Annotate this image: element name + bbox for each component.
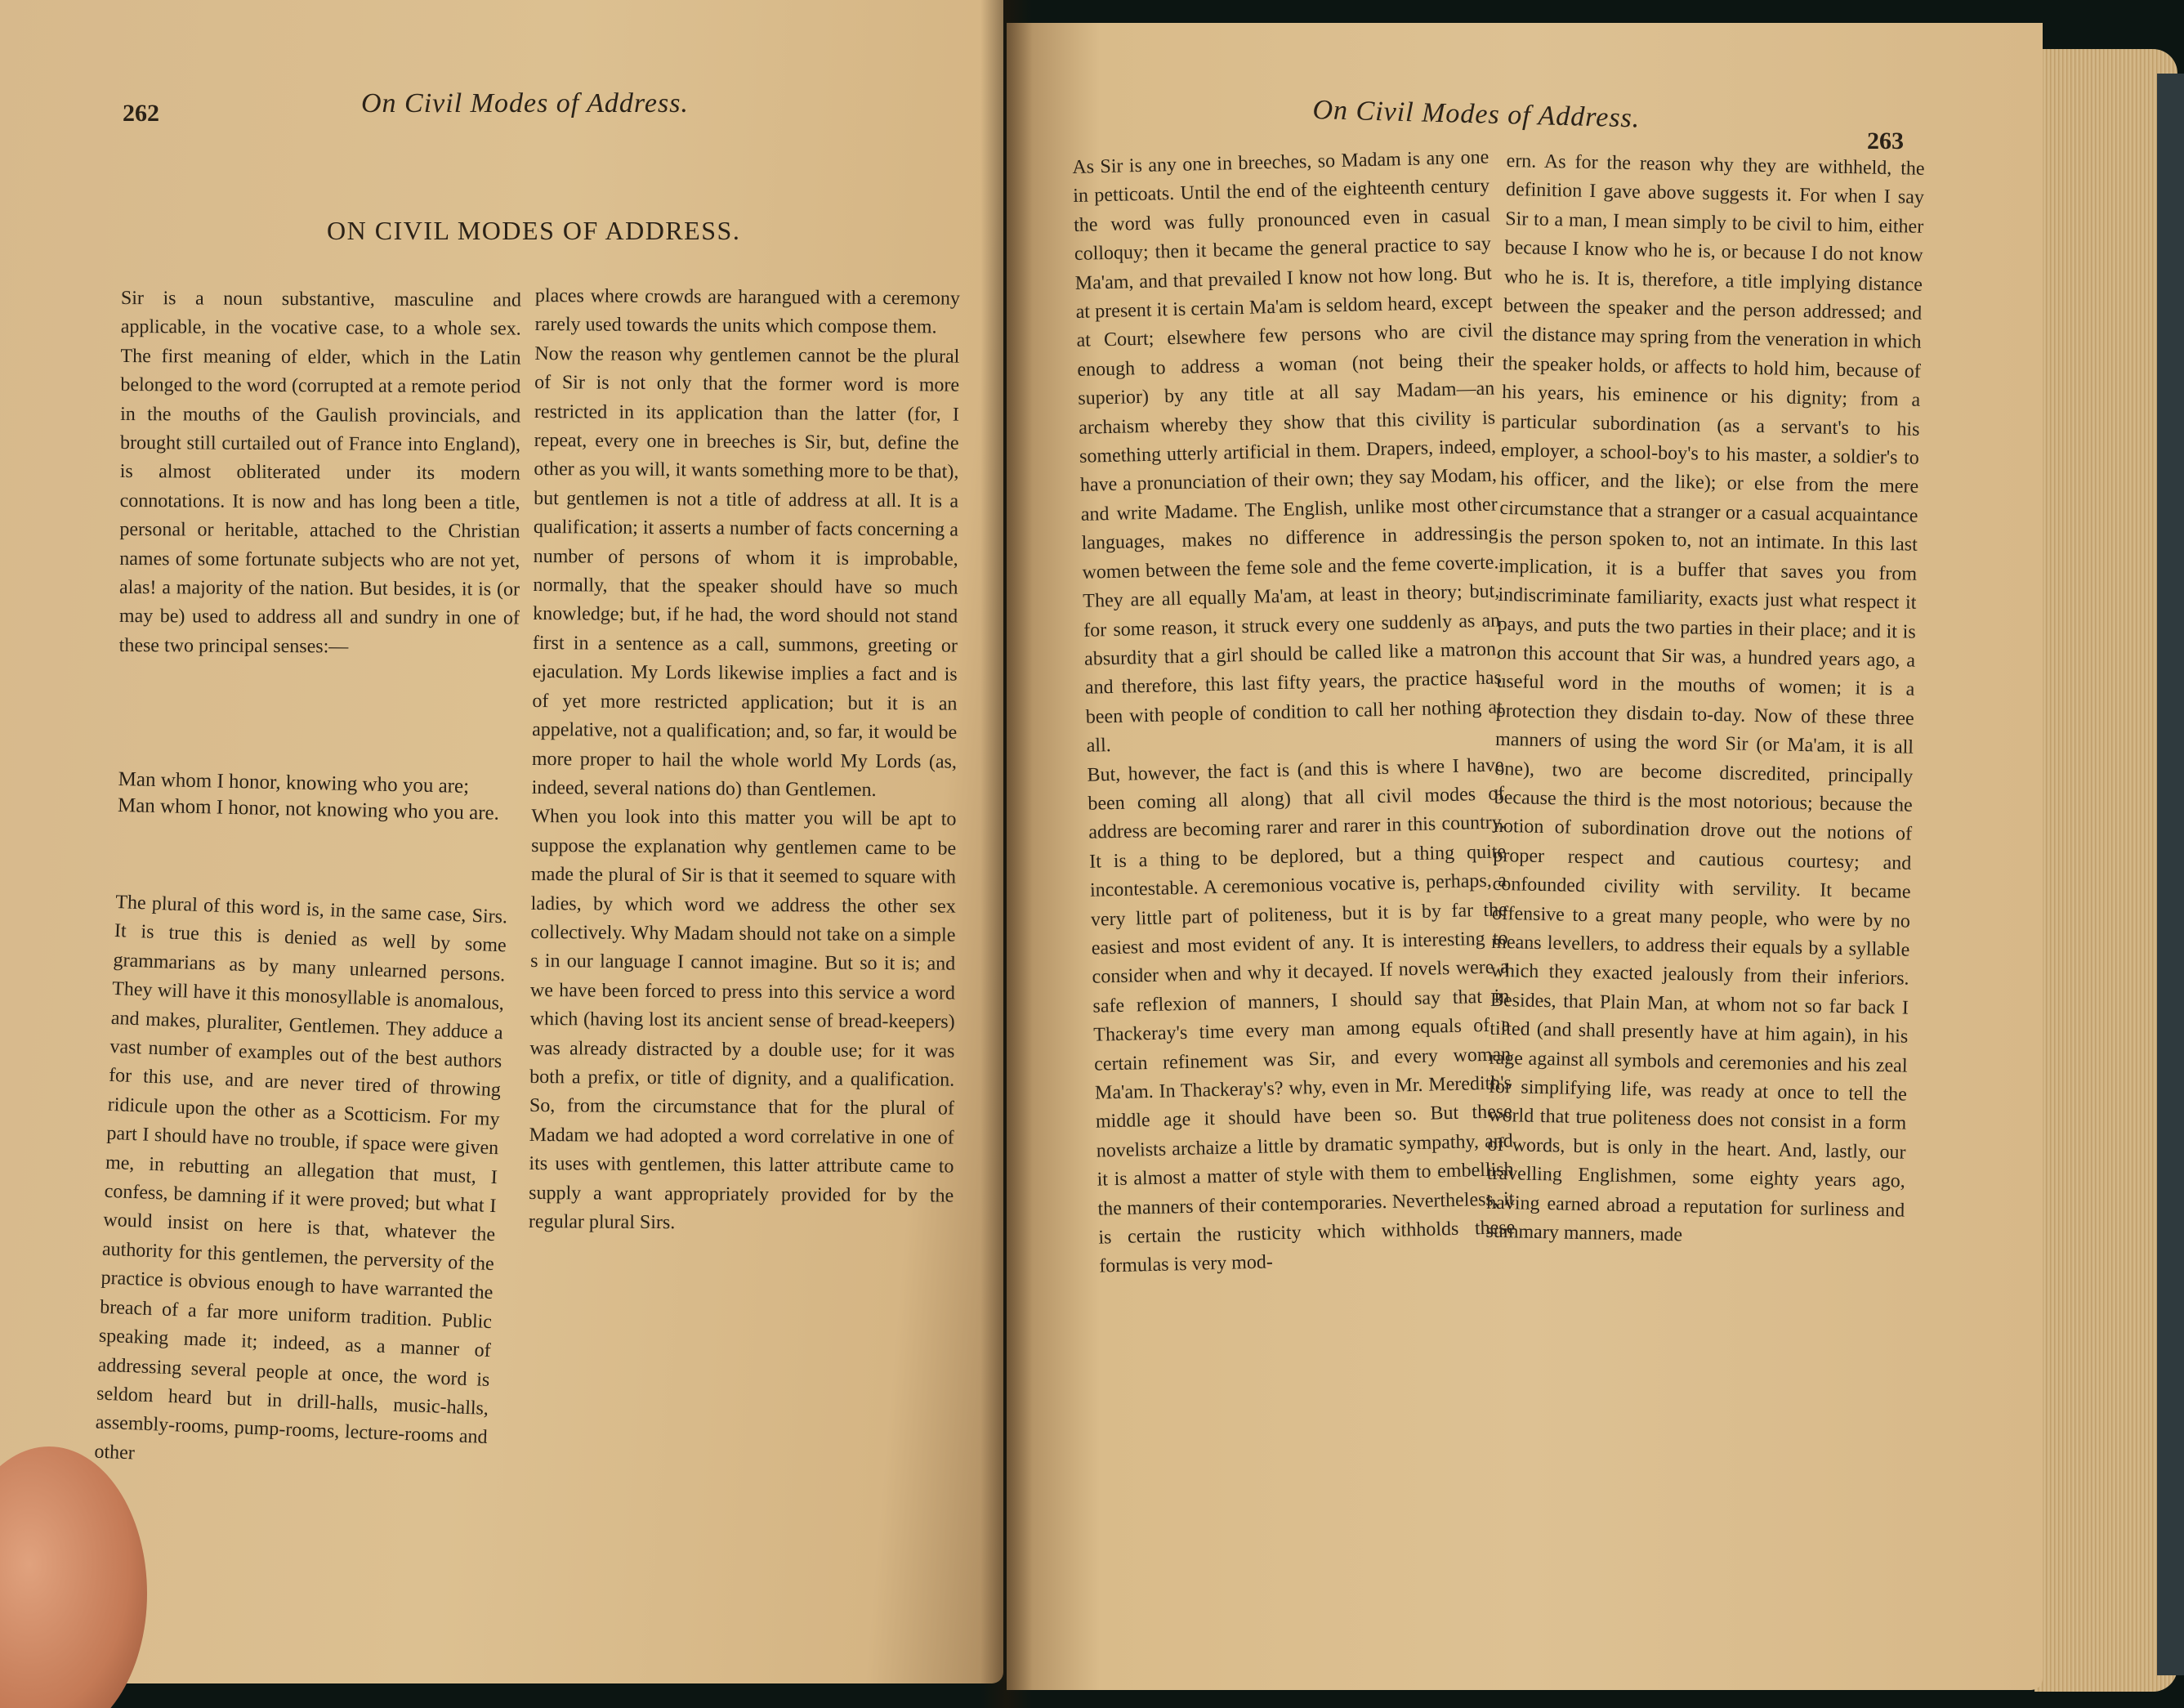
page-number: 263 [1867,127,1904,154]
right-page [1007,23,2043,1690]
body-column: ern. As for the reason why they are withheld, the definition I gave above suggests it. For when I say Sir to a man, I mean simply to be civil to him, either because I know who he is, or because I do not know who he is. It is, therefore, a title implying distance between the speaker and the person addressed; and the distance may spring from the veneration in which the speaker holds, or affects to hold him, because of his years, his eminence or his dignity; from a particular subordination (as a servant's to his employer, a school-boy's to his master, a soldier's to his officer, and the like); or else from the mere circumstance that a stranger or a casual acquaintance is the person spoken to, not an intimate. In this last implication, it is a buffer that saves you from indiscriminate familiarity, exacts just what respect it pays, and puts the two parties in their place; and it is on this account that Sir was, a hundred years ago, a useful word in the mouths of women; it is a protection they disdain to-day. Now of these three manners of using the word Sir (or Ma'am, it is all one), two are become discredited, principally because the third is the most notorious; because the notion of subordination drove out the notions of proper respect and cautious courtesy; and confounded civility with servility. It became offensive to a great many people, who were by no means levellers, to address their equals by a syllable which they exacted jealously from their inferiors. Besides, that Plain Man, at whom not so far back I tilted (and shall presently have at him again), in his rage against all symbols and ceremonies and his zeal for simplifying life, was ready at once to tell the world that true politeness does not consist in a form of words, but is only in the heart. And, lastly, our travelling Englishmen, some eighty years ago, having earned abroad a reputation for surliness and summary manners, made [1485,150,1925,1246]
page-edges [2034,49,2177,1692]
verse-quote [118,767,519,827]
verse-line: Man whom I honor, not knowing who you are. [117,794,500,825]
body-column: places where crowds are harangued with a ceremony rarely used towards the units which compose them. Now the reason why gentlemen cannot be the plural of Sir is not only that the former word is more restricted in its application than the latter (for, I repeat, every one in breeches is Sir, but, define the other as you will, it wants something more to be that), but gentlemen is not a title of address at all. It is a qualification; it asserts a number of facts concerning a number of persons of whom it is improbable, normally, that the speaker should have so much knowledge; but, if he had, the word should not stand first in a sentence as a call, summons, greeting or ejaculation. My Lords likewise implies a fact and is of yet more restricted application; but it is an appelative, not a qualification; and, so far, it would be more proper to hail the whole world My Lords (as, indeed, several nations do) than Gentlemen. When you look into this matter you will be apt to suppose the explanation why gentlemen came to be made the plural of Sir is that it seemed to square with ladies, by which word we address the other sex collectively. Why Madam should not take on a simple s in our language I cannot imagine. But so it is; and we have been forced to press into this service a word which (having lost its ancient sense of bread-keepers) was already distracted by a double use; for it was both a prefix, or title of dignity, and a qualification. So, from the circumstance that for the plural of Madam we had adopted a word correlative in one of its uses with gentlemen, this latter attribute came to supply a want appropriately provided for by the regular plural Sirs. [528,284,960,1234]
book-gutter [980,0,1033,1708]
chapter-title: ON CIVIL MODES OF ADDRESS. [327,216,741,245]
running-head: On Civil Modes of Address. [1312,95,1641,134]
body-column: The plural of this word is, in the same case, Sirs. It is true this is denied as well by some grammarians as by many unlearned persons. They will have it this monosyllable is anomalous, and makes, pluraliter, Gentlemen. They adduce a vast number of examples out of the best authors for this use, and are never tired of throwing ridicule upon the other as a Scotticism. For my part I should have no trouble, if space were given me, in rebutting an allegation that must, I confess, be damning if it were proved; but what I would insist on here is that, whatever the authority for this gentlemen, the perversity of the practice is obvious enough to have warranted the breach of a far more uniform tradition. Public speaking made it; indeed, as a manner of addressing several people at once, the word is seldom heard but in drill-halls, music-halls, assembly-rooms, pump-rooms, lecture-rooms and other [94,891,508,1464]
book-cover-edge [2157,74,2184,1675]
page-number: 262 [123,100,159,127]
running-head: On Civil Modes of Address. [361,88,689,118]
body-column: Sir is a noun substantive, masculine and applicable, in the vocative case, to a whole sex. The first meaning of elder, which in the Latin belonged to the word (corrupted at a remote period in the mouths of the Gaulish provincials, and brought still curtailed out of France into England), is almost obliterated under its modern connotations. It is now and has long been a title, personal or heritable, attached to the Christian names of some fortunate subjects who are not yet, alas! a majority of the nation. But besides, it is (or may be) used to address all and sundry in one of these two principal senses:— [118,287,521,658]
body-column: As Sir is any one in breeches, so Madam is any one in petticoats. Until the end of the eighteenth century the word was fully pronounced even in casual colloquy; then it became the general practice to say Ma'am, and that prevailed I know not how long. But at present it is certain Ma'am is seldom heard, except at Court; elsewhere few persons who are civil enough to address a woman (not being their superior) by any title at all say Madam—an archaism whereby they show that this civility is something utterly artificial in them. Drapers, indeed, have a pronunciation of their own; they say Modam, and write Madame. The English, unlike most other languages, makes no difference in addressing women between the feme sole and the feme coverte. They are all equally Ma'am, at least in theory; but, for some reason, it struck every one suddenly as an absurdity that a girl should be called like a matron, and therefore, this last fifty years, the practice has been with people of condition to call her nothing at all. But, however, the fact is (and this is where I have been coming all along) that all civil modes of address are becoming rarer and rarer in this country. It is a thing to be deplored, but a thing quite incontestable. A ceremonious vocative is, perhaps, a very little part of politeness, but it is by far the easiest and most evident of any. It is interesting to consider when and why it decayed. If novels were a safe reflexion of manners, I should say that in Thackeray's time every man among equals of a certain refinement was Sir, and every woman Ma'am. In Thackeray's? why, even in Mr. Meredith's middle age it should have been so. But these novelists archaize a little by dramatic sympathy, and it is almost a matter of style with them to embellish the manners of their contemporaries. Nevertheless, it is certain the rusticity which withholds these formulas is very mod- [1072,146,1516,1278]
verse-line: Man whom I honor, knowing who you are; [118,767,470,798]
left-page [0,0,1003,1683]
